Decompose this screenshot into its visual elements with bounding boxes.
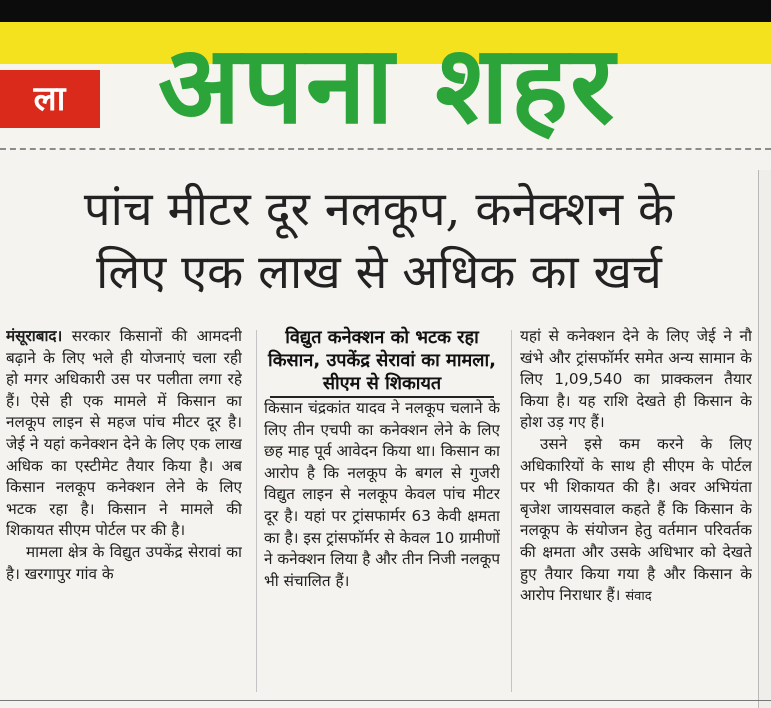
dateline: मंसूराबाद। [6, 327, 63, 345]
section-tag: ला [0, 70, 100, 128]
top-border [0, 0, 771, 22]
headline-line-1: पांच मीटर दूर नलकूप, कनेक्शन के [83, 182, 675, 237]
article-column-2 [264, 398, 500, 698]
masthead-divider [0, 148, 771, 150]
headline [0, 178, 758, 304]
masthead-title: अपना शहर [158, 23, 617, 148]
subheadline: विद्युत कनेक्शन को भटक रहा किसान, उपकेंद्र सेरावां का मामला, सीएम से शिकायत [268, 327, 496, 394]
column-divider [511, 330, 512, 692]
column-1-paragraph-1: सरकार किसानों की आमदनी बढ़ाने के लिए भले ही योजनाएं चला रही हो मगर अधिकारी उस पर पलीता लगा रहे हैं। ऐसे ही एक मामले में किसान का नलकूप लाइन से महज पांच मीटर दूर है। जेई ने यहां कनेक्शन देने के लिए एक लाख अधिक का एस्टीमेट तैयार किया है। अब किसान नलकूप कनेक्शन लेने के लिए भटक रहा है। किसान ने मामले की शिकायत सीएम पोर्टल पर की है। [6, 327, 242, 540]
byline-credit: संवाद [625, 589, 652, 605]
column-2-paragraph-1: किसान चंद्रकांत यादव ने नलकूप चलाने के लिए तीन एचपी का कनेक्शन लेने के लिए छह माह पूर्व आवेदन किया था। किसान का आरोप है कि नलकूप के बगल से गुजरी विद्युत लाइन से नलकूप केवल पांच मीटर दूर है। यहां पर ट्रांसफार्मर 63 केवी क्षमता का है। इस ट्रांसफॉर्मर से केवल 10 ग्रामीणों ने कनेक्शन लिया है और तीन निजी नलकूप भी संचालित हैं। [264, 399, 500, 590]
column-divider [256, 330, 257, 692]
column-3-paragraph-2: उसने इसे कम करने के लिए अधिकारियों के साथ ही सीएम के पोर्टल पर भी शिकायत की है। अवर अभियंता बृजेश जायसवाल कहते हैं कि किसान के नलकूप के संयोजन हेतु वर्तमान परिवर्तक की क्षमता और उसके अधिभार को देखते हुए तैयार किया गया है और किसान के आरोप निराधार हैं। [520, 434, 752, 605]
column-1-paragraph-2: मामला क्षेत्र के विद्युत उपकेंद्र सेरावां का है। खरगापुर गांव के [6, 542, 242, 583]
headline-line-2: लिए एक लाख से अधिक का खर्च [96, 245, 662, 300]
adjacent-column-edge [758, 170, 771, 708]
article-column-1 [6, 326, 242, 696]
column-3-paragraph-1: यहां से कनेक्शन देने के लिए जेई ने नौ खंभे और ट्रांसफॉर्मर समेत अन्य सामान के लिए 1,09,540 का प्राक्कलन तैयार किया है। यह राशि देखते ही किसान के होश उड़ गए हैं। [520, 327, 752, 432]
bottom-rule [0, 700, 771, 701]
article-column-3 [520, 326, 752, 696]
